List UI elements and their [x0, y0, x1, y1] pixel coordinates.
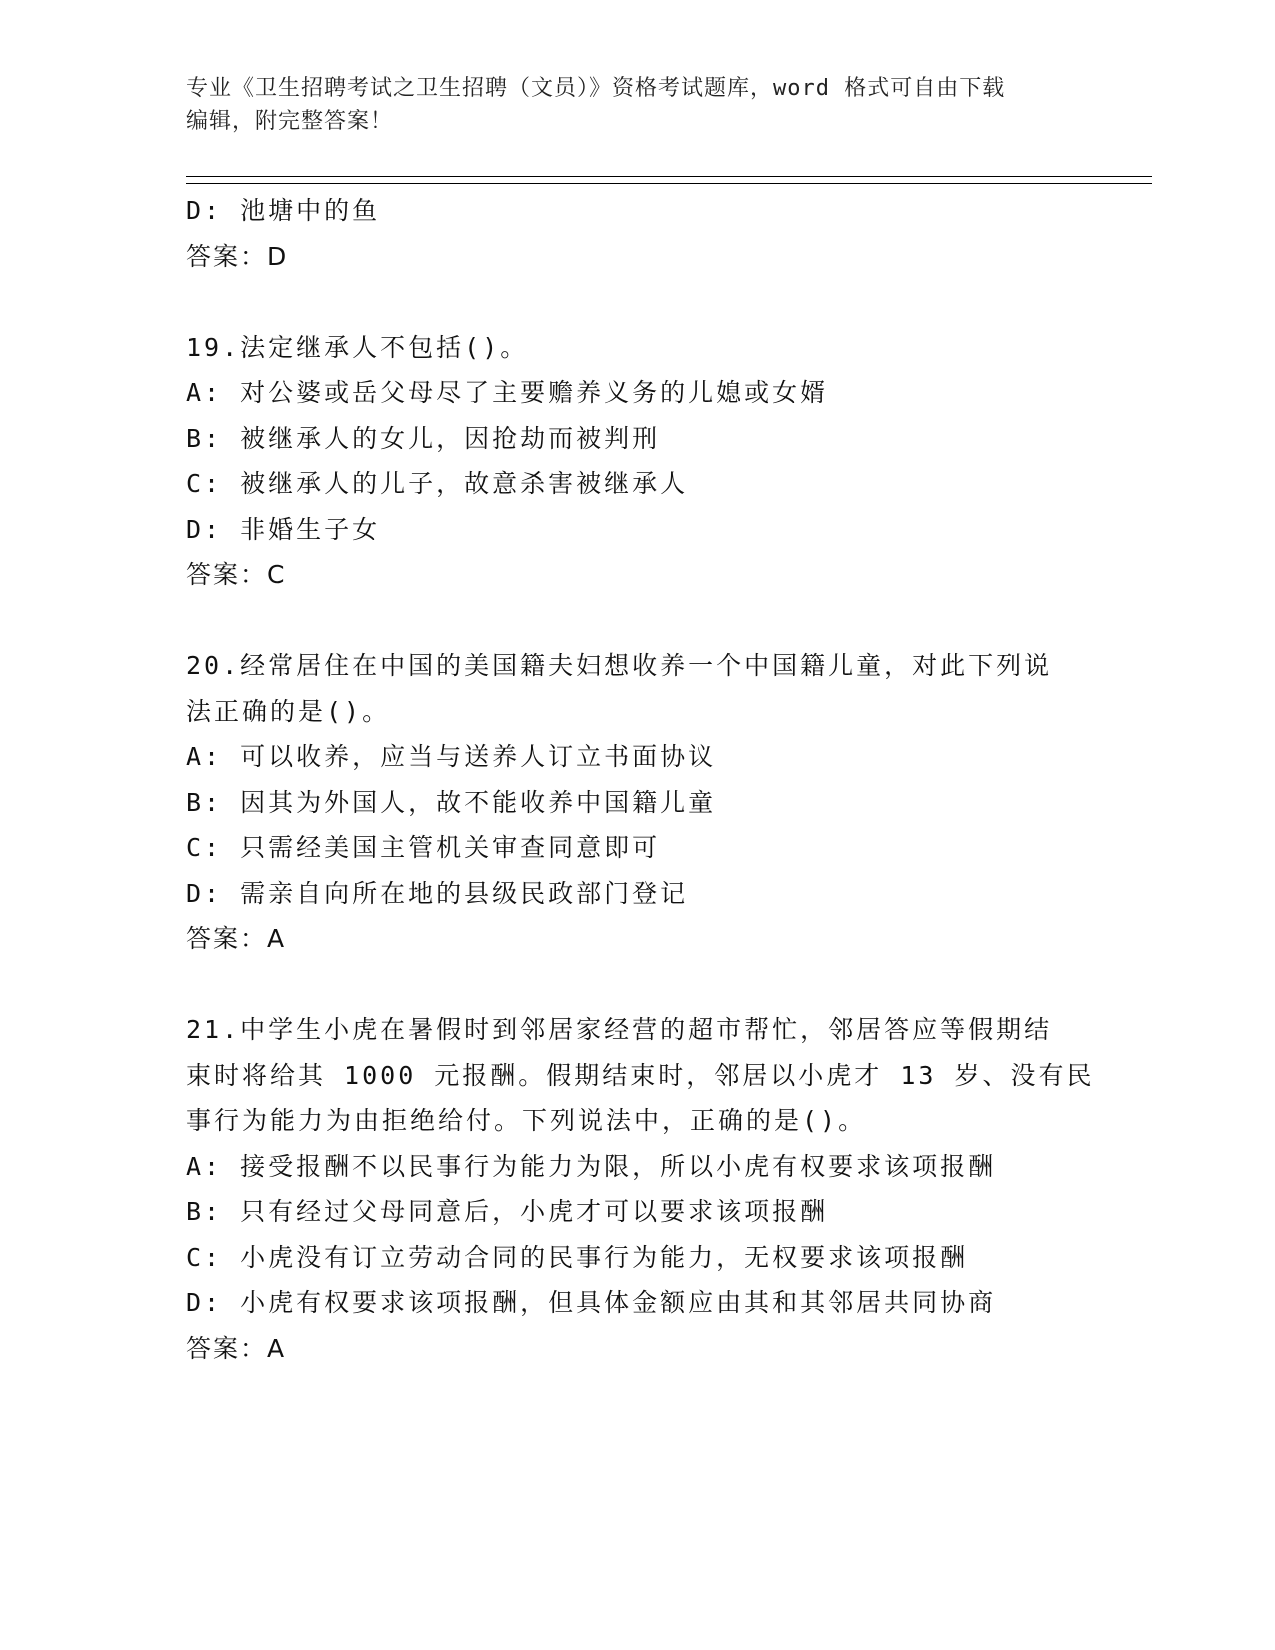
page-header	[186, 72, 1086, 138]
question-20	[186, 643, 1126, 962]
answer-prev: 答案：D	[186, 241, 289, 271]
spacer	[186, 279, 1126, 325]
question-19-option-a: A: 对公婆或岳父母尽了主要赡养义务的儿媳或女婿	[186, 378, 829, 407]
question-20-option-d: D: 需亲自向所在地的县级民政部门登记	[186, 878, 689, 908]
header-line-1: 专业《卫生招聘考试之卫生招聘（文员）》资格考试题库，word 格式可自由下载	[186, 76, 1006, 101]
option-d-prev: D: 池塘中的鱼	[186, 196, 381, 225]
question-19-answer: 答案：C	[186, 560, 287, 589]
spacer	[186, 962, 1126, 1008]
question-19	[186, 325, 1126, 598]
question-list	[186, 188, 1126, 1371]
header-line-2: 编辑，附完整答案！	[186, 109, 394, 134]
question-20-option-a: A: 可以收养，应当与送养人订立书面协议	[186, 742, 717, 771]
question-19-option-d: D: 非婚生子女	[186, 514, 381, 544]
question-20-option-b: B: 因其为外国人，故不能收养中国籍儿童	[186, 787, 717, 817]
question-21-option-c: C: 小虎没有订立劳动合同的民事行为能力，无权要求该项报酬	[186, 1242, 969, 1272]
question-19-option-b: B: 被继承人的女儿，因抢劫而被判刑	[186, 423, 661, 453]
question-20-stem-line-1: 20.经常居住在中国的美国籍夫妇想收养一个中国籍儿童，对此下列说	[186, 651, 1053, 680]
question-21-answer: 答案：A	[186, 1333, 287, 1363]
question-21-option-b: B: 只有经过父母同意后，小虎才可以要求该项报酬	[186, 1197, 829, 1226]
question-20-stem-line-2: 法正确的是()。	[186, 696, 391, 726]
spacer	[186, 598, 1126, 644]
question-20-answer: 答案：A	[186, 924, 287, 953]
question-21	[186, 1007, 1126, 1371]
question-19-option-c: C: 被继承人的儿子，故意杀害被继承人	[186, 469, 689, 498]
question-21-stem-line-3: 事行为能力为由拒绝给付。下列说法中，正确的是()。	[186, 1106, 867, 1135]
question-21-stem-line-1: 21.中学生小虎在暑假时到邻居家经营的超市帮忙，邻居答应等假期结	[186, 1015, 1053, 1044]
question-20-option-c: C: 只需经美国主管机关审查同意即可	[186, 833, 661, 862]
question-21-option-d: D: 小虎有权要求该项报酬，但具体金额应由其和其邻居共同协商	[186, 1288, 997, 1317]
question-19-stem-line-1: 19.法定继承人不包括()。	[186, 332, 529, 362]
question-21-option-a: A: 接受报酬不以民事行为能力为限，所以小虎有权要求该项报酬	[186, 1151, 997, 1181]
header-divider-bottom	[186, 183, 1152, 184]
question-21-stem-line-2: 束时将给其 1000 元报酬。假期结束时，邻居以小虎才 13 岁、没有民	[186, 1060, 1095, 1090]
header-divider-top	[186, 176, 1152, 177]
